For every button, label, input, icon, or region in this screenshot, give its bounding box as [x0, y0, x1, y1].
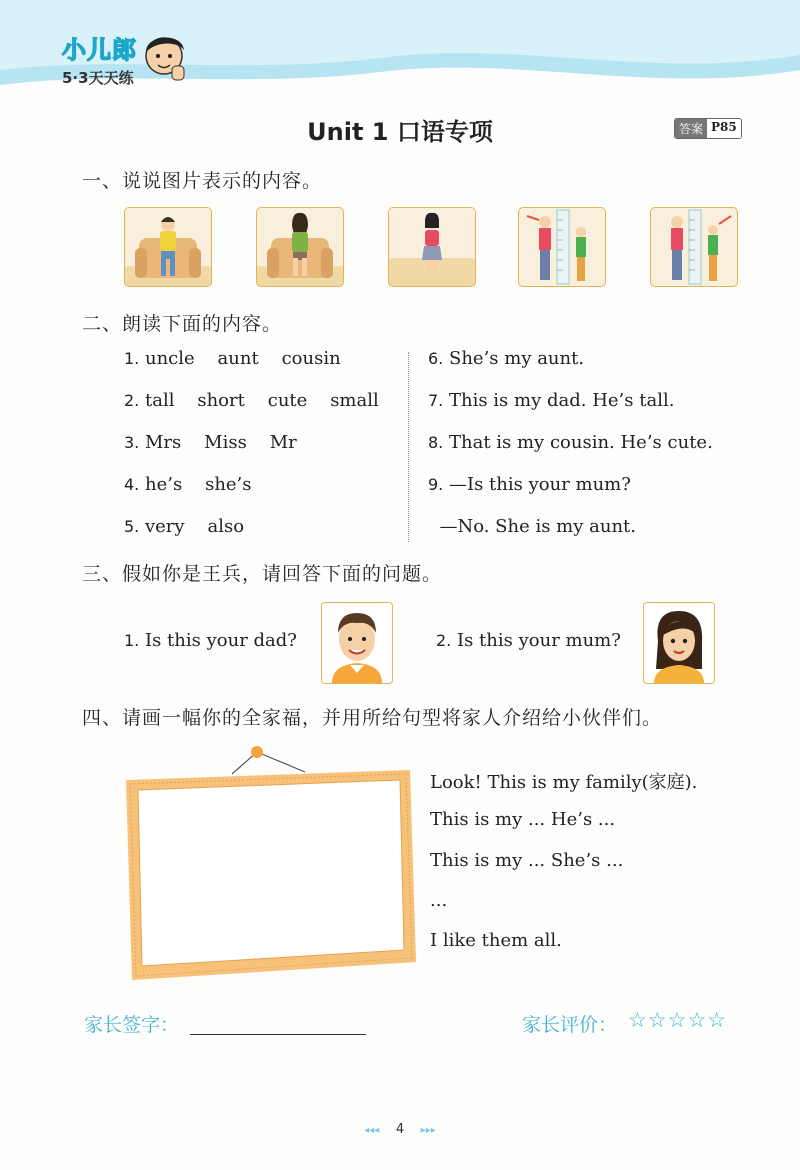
- picture-man-on-sofa: [124, 207, 212, 287]
- item-number: 8.: [428, 433, 444, 452]
- brand-logo: [62, 30, 137, 88]
- prev-arrows-icon: ◂◂◂: [364, 1125, 380, 1136]
- page-title: Unit 1 口语专项: [307, 118, 493, 146]
- reading-item: [124, 390, 379, 411]
- section-2-heading: 二、朗读下面的内容。: [82, 313, 283, 335]
- section-1-heading: 一、说说图片表示的内容。: [82, 170, 323, 192]
- page-number-bar: [0, 1122, 800, 1137]
- item-number: 5.: [124, 517, 140, 536]
- question-text: Is this your mum?: [451, 630, 621, 651]
- logo-subtitle: 5·3天天练: [62, 69, 134, 87]
- section-4-heading: 四、请画一幅你的全家福，并用所给句型将家人介绍给小伙伴们。: [82, 707, 663, 729]
- item-text: tall short cute small: [139, 390, 379, 411]
- portrait-dad: [321, 602, 393, 684]
- family-sentence: Look! This is my family(家庭).: [430, 772, 698, 793]
- portrait-mum: [643, 602, 715, 684]
- item-number: 6.: [428, 349, 444, 368]
- reading-item: [124, 474, 252, 495]
- reading-item: [428, 432, 713, 453]
- item-number: 4.: [124, 475, 140, 494]
- parent-signature-label: 家长签字：: [84, 1014, 180, 1036]
- reading-item: [124, 516, 244, 537]
- question-text: Is this your dad?: [139, 630, 297, 651]
- item-number: 1.: [124, 349, 140, 368]
- item-text: Mrs Miss Mr: [139, 432, 297, 453]
- question-item: [124, 630, 297, 651]
- family-sentence: ...: [430, 890, 448, 911]
- signature-line[interactable]: [190, 1034, 366, 1035]
- drawing-frame[interactable]: [120, 740, 420, 990]
- section-3-heading: 三、假如你是王兵，请回答下面的问题。: [82, 563, 443, 585]
- item-number: 7.: [428, 391, 444, 410]
- item-text: She’s my aunt.: [443, 348, 585, 369]
- reading-item: [124, 432, 297, 453]
- item-text: —Is this your mum?: [443, 474, 631, 495]
- logo-title: 小儿郎: [62, 36, 137, 64]
- picture-woman-on-sofa: [256, 207, 344, 287]
- family-sentence: This is my ... He’s ...: [430, 809, 616, 830]
- family-sentence: I like them all.: [430, 930, 562, 951]
- item-number: 3.: [124, 433, 140, 452]
- answer-page: P85: [707, 119, 741, 138]
- rating-stars[interactable]: ☆☆☆☆☆: [628, 1008, 728, 1032]
- page-number: 4: [395, 1122, 405, 1137]
- picture-height-compare-tall: [650, 207, 738, 287]
- reading-item: [428, 390, 674, 411]
- item-text: uncle aunt cousin: [139, 348, 341, 369]
- reading-item: [428, 474, 631, 495]
- item-text: —No. She is my aunt.: [428, 516, 637, 537]
- mascot-icon: [138, 28, 194, 88]
- item-text: This is my dad. He’s tall.: [443, 390, 675, 411]
- answer-label: 答案: [675, 119, 707, 138]
- reading-item: [124, 348, 341, 369]
- picture-height-compare-short: [518, 207, 606, 287]
- question-item: [436, 630, 621, 651]
- item-text: That is my cousin. He’s cute.: [443, 432, 713, 453]
- picture-girl-standing: [388, 207, 476, 287]
- family-sentence: This is my ... She’s ...: [430, 850, 624, 871]
- reading-item: [428, 348, 584, 369]
- item-number: 9.: [428, 475, 444, 494]
- parent-evaluation-label: 家长评价：: [522, 1014, 618, 1036]
- question-number: 1.: [124, 631, 140, 650]
- item-number: 2.: [124, 391, 140, 410]
- reading-item: [428, 516, 636, 537]
- next-arrows-icon: ▸▸▸: [420, 1125, 436, 1136]
- item-text: very also: [139, 516, 245, 537]
- answer-badge: [674, 118, 742, 139]
- column-divider: [408, 352, 409, 542]
- item-text: he’s she’s: [139, 474, 252, 495]
- question-number: 2.: [436, 631, 452, 650]
